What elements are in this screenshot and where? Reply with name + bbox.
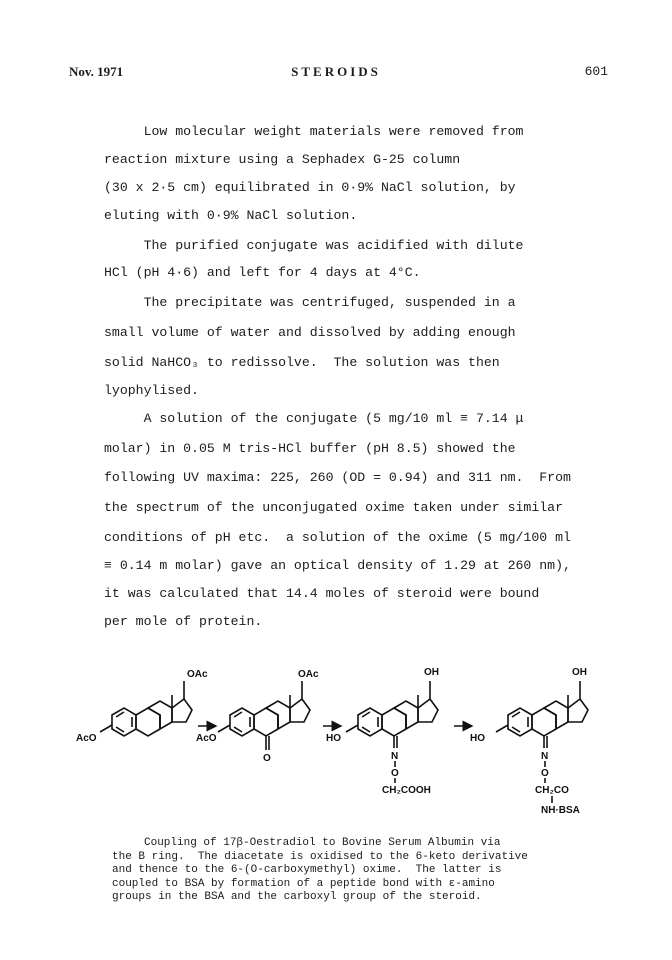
caption-line: the B ring. The diacetate is oxidised to the 6-keto derivative [112,850,528,863]
label-nh-bsa: NH·BSA [541,805,580,816]
compound-estradiol-diacetate [76,669,208,744]
label-n-3: N [391,751,399,762]
label-oh-4: OH [572,667,587,678]
caption-line: and thence to the 6-(O-carboxymethyl) oxime. The latter is [112,864,502,877]
label-ch2co: CH₂CO [535,785,569,796]
body-line: it was calculated that 14.4 moles of steroid were bound [104,586,540,601]
body-line: reaction mixture using a Sephadex G-25 column [104,152,461,167]
body-line: molar) in 0.05 M tris-HCl buffer (pH 8.5) showed the [104,441,516,456]
caption-line: groups in the BSA and the carboxyl group of the steroid. [112,891,482,904]
body-line: lyophylised. [104,383,199,398]
label-aco-2: AcO [196,733,217,744]
label-oac-1: OAc [187,669,208,680]
label-oh-3: OH [424,667,439,678]
compound-6-keto-diacetate [196,669,319,764]
body-line: eluting with 0·9% NaCl solution. [104,208,358,223]
body-line: following UV maxima: 225, 260 (OD = 0.94) and 311 nm. From [104,470,571,485]
page-header [0,64,672,84]
journal-title: STEROIDS [291,64,381,79]
caption-line: Coupling of 17β-Oestradiol to Bovine Serum Albumin via [144,837,501,849]
label-aco-1: AcO [76,733,97,744]
body-line: HCl (pH 4·6) and left for 4 days at 4°C. [104,265,421,280]
body-line: Low molecular weight materials were removed from [104,124,524,139]
reaction-scheme [60,655,620,830]
body-line: The purified conjugate was acidified with dilute [104,238,524,253]
page-number: 601 [584,64,608,79]
label-o-3: O [391,768,399,779]
label-ho-4: HO [470,733,485,744]
body-line: The precipitate was centrifuged, suspended in a [104,295,516,310]
label-o-4: O [541,768,549,779]
label-n-4: N [541,751,549,762]
label-oac-2: OAc [298,669,319,680]
body-line: conditions of pH etc. a solution of the oxime (5 mg/100 ml [104,530,571,545]
label-ho-3: HO [326,733,341,744]
issue-date: Nov. 1971 [69,64,124,79]
body-line: (30 x 2·5 cm) equilibrated in 0·9% NaCl solution, by [104,180,516,195]
body-line: per mole of protein. [104,614,263,629]
label-ch2cooh: CH₂COOH [382,785,431,796]
body-line: solid NaHCO₃ to redissolve. The solution was then [104,355,500,370]
compound-oxime [326,667,439,796]
compound-bsa-conjugate [470,667,588,816]
body-line: ≡ 0.14 m molar) gave an optical density of 1.29 at 260 nm), [104,558,571,573]
figure-caption [112,837,582,905]
body-line: small volume of water and dissolved by adding enough [104,325,516,340]
body-line: the spectrum of the unconjugated oxime taken under similar [104,500,563,515]
caption-line: coupled to BSA by formation of a peptide bond with ε-amino [112,877,495,890]
body-line: A solution of the conjugate (5 mg/10 ml ≡ 7.14 μ [104,411,524,426]
label-keto-o: O [263,753,271,764]
